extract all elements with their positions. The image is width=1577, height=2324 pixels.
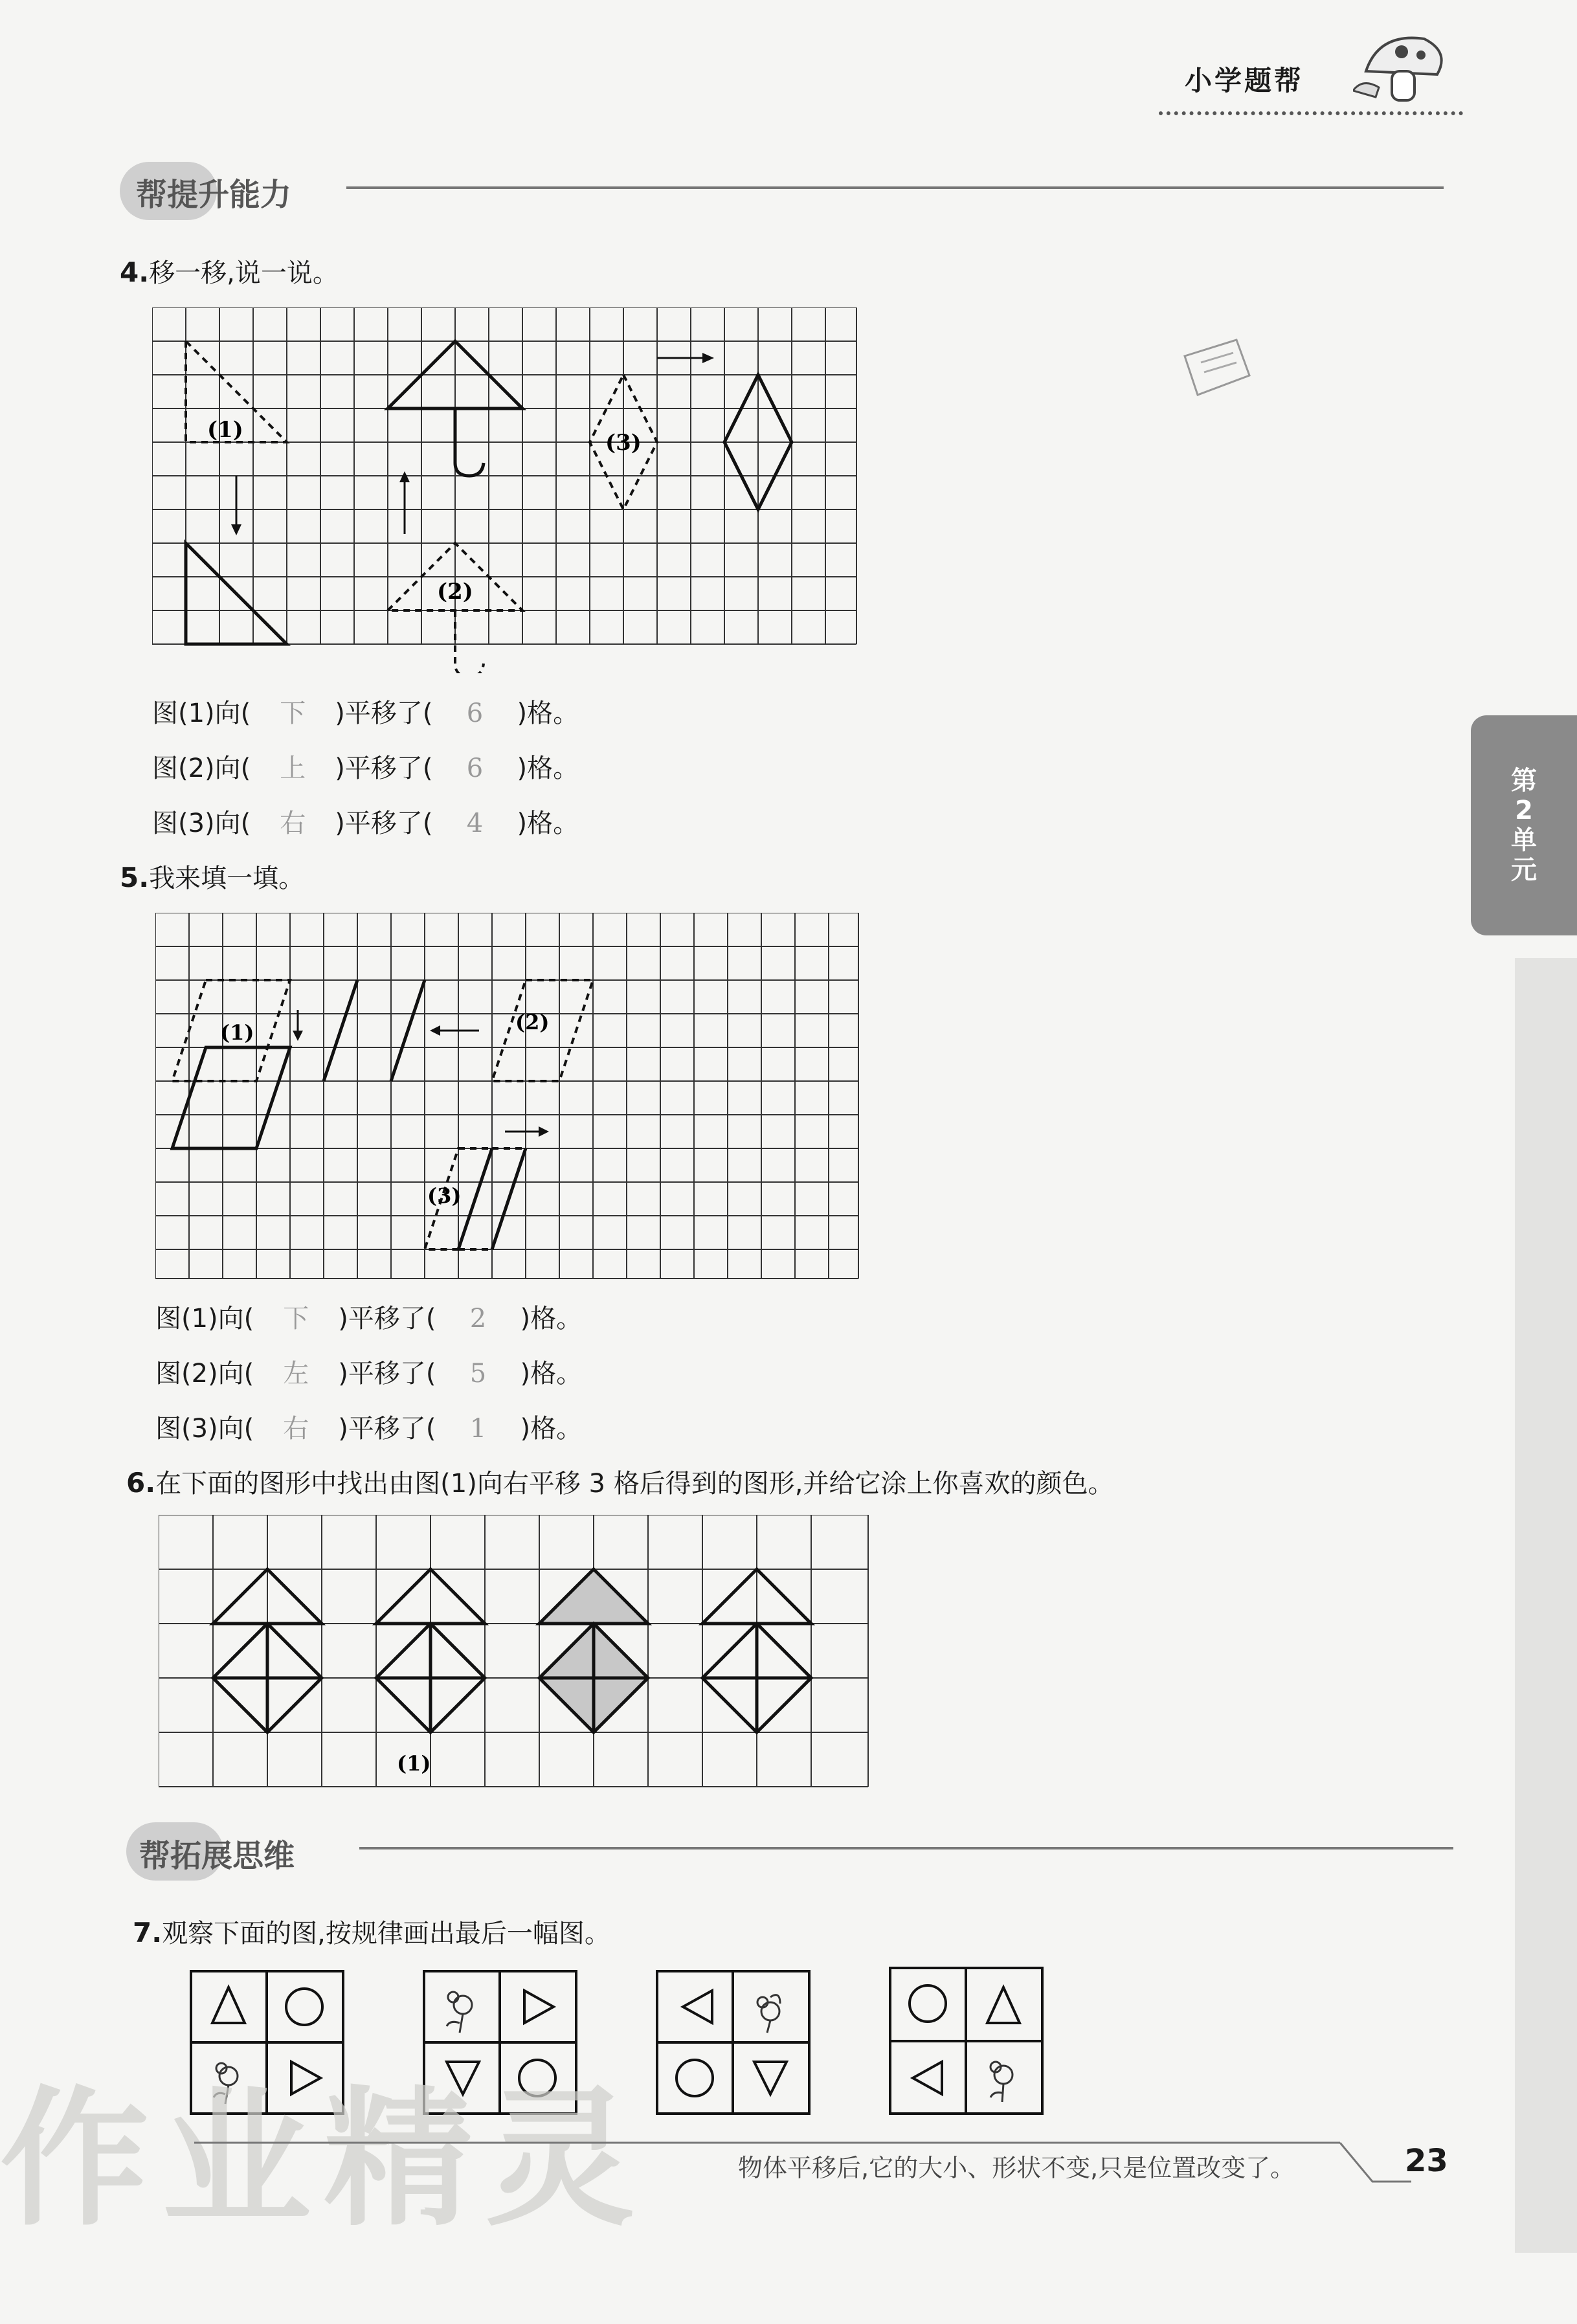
q7-number: 7. (133, 1917, 162, 1949)
section-title-expand: 帮拓展思维 (139, 1838, 295, 1874)
watermark: 作业精灵 (0, 2073, 648, 2246)
flower-icon (757, 1995, 780, 2033)
q4-a2-num[interactable]: 6 (466, 754, 484, 783)
q4-a1-mid: )平移了( (335, 698, 433, 728)
q5-a1-dir[interactable]: 下 (283, 1304, 309, 1334)
unit-tab-line3: 单 (1511, 825, 1537, 855)
q7-text: 观察下面的图,按规律画出最后一幅图。 (162, 1919, 610, 1949)
q6-grid-figure (159, 1515, 877, 1800)
q4-number: 4. (120, 256, 150, 288)
q7-title (133, 1913, 610, 1950)
q4-answer-row-1 (152, 693, 579, 730)
q5-a2-mid: )平移了( (338, 1359, 436, 1389)
circle-icon (677, 2060, 713, 2096)
section-line-2 (359, 1847, 1453, 1849)
q5-label-2: (2) (515, 1010, 550, 1034)
circle-icon (286, 1989, 322, 2025)
unit-tab-line1: 第 (1511, 766, 1537, 796)
q5-a2-dir[interactable]: 左 (283, 1359, 309, 1389)
q4-title (120, 252, 339, 289)
q4-answer-row-3 (152, 803, 579, 840)
q5-label-1: (1) (220, 1020, 254, 1045)
q5-a3-pre: 图(3)向( (155, 1414, 254, 1444)
q4-a3-num[interactable]: 4 (466, 809, 484, 838)
triangle-up-icon (212, 1987, 245, 2023)
q4-a1-pre: 图(1)向( (152, 698, 251, 728)
q4-grid-figure (152, 307, 858, 673)
q5-a2-pre: 图(2)向( (155, 1359, 254, 1389)
triangle-down-icon (754, 2062, 787, 2094)
q5-a3-post: )格。 (520, 1414, 583, 1444)
q5-a1-post: )格。 (520, 1304, 583, 1334)
triangle-right-icon (524, 1991, 554, 2023)
q5-number: 5. (120, 862, 150, 893)
q6-title (126, 1463, 1113, 1500)
q5-a2-post: )格。 (520, 1359, 583, 1389)
q4-a2-pre: 图(2)向( (152, 754, 251, 783)
triangle-left-icon (683, 1991, 712, 2023)
q6-text: 在下面的图形中找出由图(1)向右平移 3 格后得到的图形,并给它涂上你喜欢的颜色。 (155, 1469, 1114, 1499)
side-strip (1515, 958, 1577, 2253)
q5-a2-num[interactable]: 5 (469, 1359, 487, 1389)
mushroom-icon (1353, 26, 1450, 110)
q4-fig1-moved (186, 543, 287, 644)
q5-title (120, 858, 304, 895)
brand-title: 小学题帮 (1185, 65, 1304, 96)
q5-label-3: (3) (427, 1183, 462, 1208)
q5-text: 我来填一填。 (149, 864, 305, 893)
q5-a3-num[interactable]: 1 (469, 1414, 487, 1444)
section-title-improve: 帮提升能力 (136, 177, 292, 213)
q6-number: 6. (126, 1467, 156, 1499)
q5-a3-dir[interactable]: 右 (283, 1414, 309, 1444)
q4-a3-dir[interactable]: 右 (280, 809, 306, 838)
q4-label-2: (2) (437, 579, 473, 605)
circle-icon (910, 1985, 946, 2022)
stamp-icon (1178, 337, 1256, 401)
q5-a1-num[interactable]: 2 (469, 1304, 487, 1334)
q5-a1-pre: 图(1)向( (155, 1304, 254, 1334)
q4-a2-post: )格。 (517, 754, 579, 783)
q5-answer-row-1 (155, 1298, 582, 1335)
header-dots (1159, 111, 1463, 115)
q4-a1-post: )格。 (517, 698, 579, 728)
q5-fig1-moved (172, 1047, 290, 1148)
flower-icon (990, 2062, 1012, 2102)
q5-a3-mid: )平移了( (338, 1414, 436, 1444)
q4-label-1: (1) (207, 417, 243, 443)
q4-a2-mid: )平移了( (335, 754, 433, 783)
unit-tab (1471, 715, 1577, 935)
q4-label-3: (3) (605, 430, 642, 456)
q6-shape-c-filled (539, 1569, 648, 1732)
q4-text: 移一移,说一说。 (149, 258, 339, 288)
q5-a1-mid: )平移了( (338, 1304, 436, 1334)
q4-answer-row-2 (152, 748, 579, 785)
q5-answer-row-2 (155, 1353, 582, 1390)
q4-a1-dir[interactable]: 下 (280, 698, 306, 728)
section-line (346, 186, 1444, 189)
q4-a2-dir[interactable]: 上 (280, 754, 306, 783)
unit-tab-line2: 2 (1515, 796, 1533, 825)
triangle-left-icon (913, 2062, 942, 2094)
q4-a3-pre: 图(3)向( (152, 809, 251, 838)
q6-label: (1) (397, 1751, 431, 1776)
page-number: 23 (1405, 2143, 1448, 2179)
q5-answer-row-3 (155, 1408, 582, 1445)
unit-tab-line4: 元 (1511, 855, 1537, 885)
flower-icon (447, 1992, 472, 2033)
footer-tip: 物体平移后,它的大小、形状不变,只是位置改变了。 (738, 2154, 1295, 2182)
q4-a3-post: )格。 (517, 809, 579, 838)
q4-a3-mid: )平移了( (335, 809, 433, 838)
q4-a1-num[interactable]: 6 (466, 698, 484, 728)
q5-grid-figure (155, 913, 861, 1285)
triangle-up-icon (987, 1987, 1020, 2023)
